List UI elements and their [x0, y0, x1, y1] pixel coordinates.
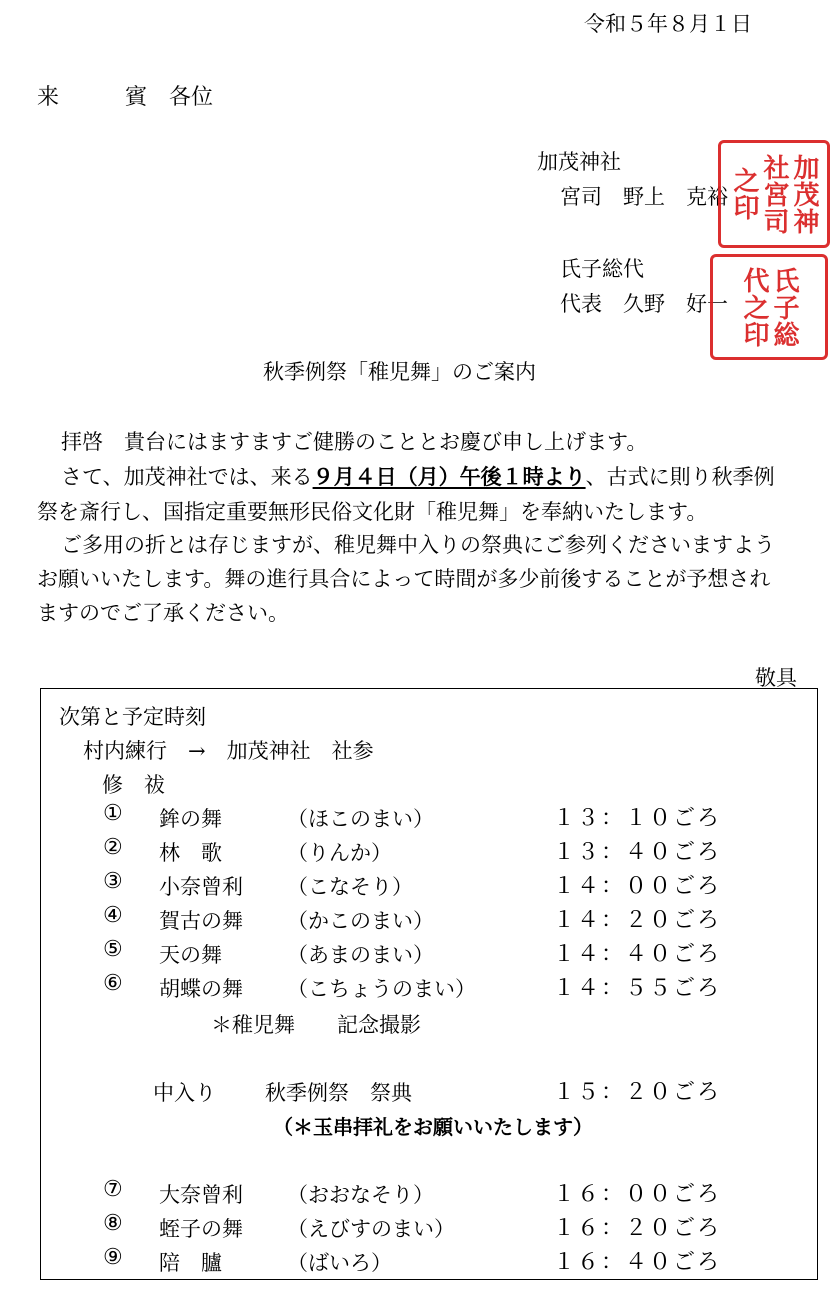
parish-representative: 代表 久野 好一	[560, 292, 728, 316]
letter-date: 令和５年８月１日	[584, 12, 752, 36]
procession-line: 村内練行 → 加茂神社 社参	[83, 739, 374, 763]
dance-time: １４：４０ごろ	[553, 942, 722, 967]
dance-reading: （あまのまい）	[287, 943, 434, 967]
dance-number: ④	[103, 903, 123, 928]
dance-reading: （おおなそり）	[287, 1183, 434, 1207]
dance-number: ⑤	[103, 937, 123, 962]
dance-reading: （ばいろ）	[287, 1251, 392, 1275]
event-date-emphasis: ９月４日（月）午後１時より	[312, 465, 586, 489]
dance-reading: （かこのまい）	[287, 909, 434, 933]
dance-number: ⑦	[103, 1177, 123, 1202]
shrine-seal-stamp: 加茂神社宮司之印	[718, 140, 830, 248]
dance-time: １４：２０ごろ	[553, 908, 722, 933]
dance-time: １６：４０ごろ	[553, 1250, 722, 1275]
dance-number: ②	[103, 835, 123, 860]
intermission-event: 秋季例祭 祭典	[265, 1081, 412, 1105]
document-title: 秋季例祭「稚児舞」のご案内	[263, 360, 536, 384]
body-line-2-pre: さて、加茂神社では、来る	[61, 465, 313, 489]
intermission-time: １５：２０ごろ	[553, 1080, 722, 1105]
dance-time: １４：００ごろ	[553, 874, 722, 899]
dance-time: １４：５５ごろ	[553, 976, 722, 1001]
photo-note: ＊稚児舞 記念撮影	[211, 1013, 421, 1037]
parish-seal-stamp: 氏子総代之印	[710, 254, 828, 360]
body-line-3: 祭を斎行し、国指定重要無形民俗文化財「稚児舞」を奉納いたします。	[37, 500, 708, 524]
dance-number: ⑨	[103, 1245, 123, 1270]
dance-number: ⑧	[103, 1211, 123, 1236]
schedule-heading: 次第と予定時刻	[59, 705, 206, 729]
dance-time: １３：１０ごろ	[553, 806, 722, 831]
dance-number: ①	[103, 801, 123, 826]
dance-time: １６：００ごろ	[553, 1182, 722, 1207]
body-line-2	[37, 461, 775, 491]
body-line-2-post: 、古式に則り秋季例	[585, 465, 775, 489]
dance-name: 賀古の舞	[159, 909, 243, 933]
dance-name: 天の舞	[159, 943, 222, 967]
parish-group: 氏子総代	[560, 257, 644, 281]
purification-line: 修 祓	[102, 773, 165, 797]
chief-priest: 宮司 野上 克裕	[560, 185, 728, 209]
dance-name: 大奈曾利	[159, 1183, 243, 1207]
dance-name: 鉾の舞	[159, 807, 222, 831]
dance-reading: （ほこのまい）	[287, 807, 434, 831]
intermission-label: 中入り	[153, 1081, 216, 1105]
dance-name: 小奈曾利	[159, 875, 243, 899]
schedule-box	[40, 688, 818, 1280]
dance-reading: （りんか）	[287, 841, 392, 865]
shrine-name: 加茂神社	[537, 150, 621, 174]
addressee: 来 賓 各位	[37, 85, 214, 110]
dance-reading: （えびすのまい）	[287, 1217, 455, 1241]
dance-time: １３：４０ごろ	[553, 840, 722, 865]
dance-name: 蛭子の舞	[159, 1217, 243, 1241]
closing-remark: 敬具	[755, 666, 797, 690]
dance-number: ③	[103, 869, 123, 894]
body-line-4: ご多用の折とは存じますが、稚児舞中入りの祭典にご参列くださいますよう	[61, 533, 775, 557]
dance-reading: （こなそり）	[287, 875, 413, 899]
body-line-1: 拝啓 貴台にはますますご健勝のこととお慶び申し上げます。	[61, 430, 648, 454]
dance-name: 陪 臚	[159, 1251, 222, 1275]
dance-reading: （こちょうのまい）	[287, 977, 476, 1001]
tamagushi-note: （＊玉串拝礼をお願いいたします）	[273, 1115, 593, 1139]
dance-name: 胡蝶の舞	[159, 977, 243, 1001]
dance-number: ⑥	[103, 971, 123, 996]
dance-name: 林 歌	[159, 841, 222, 865]
body-line-6: ますのでご了承ください。	[37, 601, 289, 625]
body-line-5: お願いいたします。舞の進行具合によって時間が多少前後することが予想され	[37, 567, 771, 591]
dance-time: １６：２０ごろ	[553, 1216, 722, 1241]
